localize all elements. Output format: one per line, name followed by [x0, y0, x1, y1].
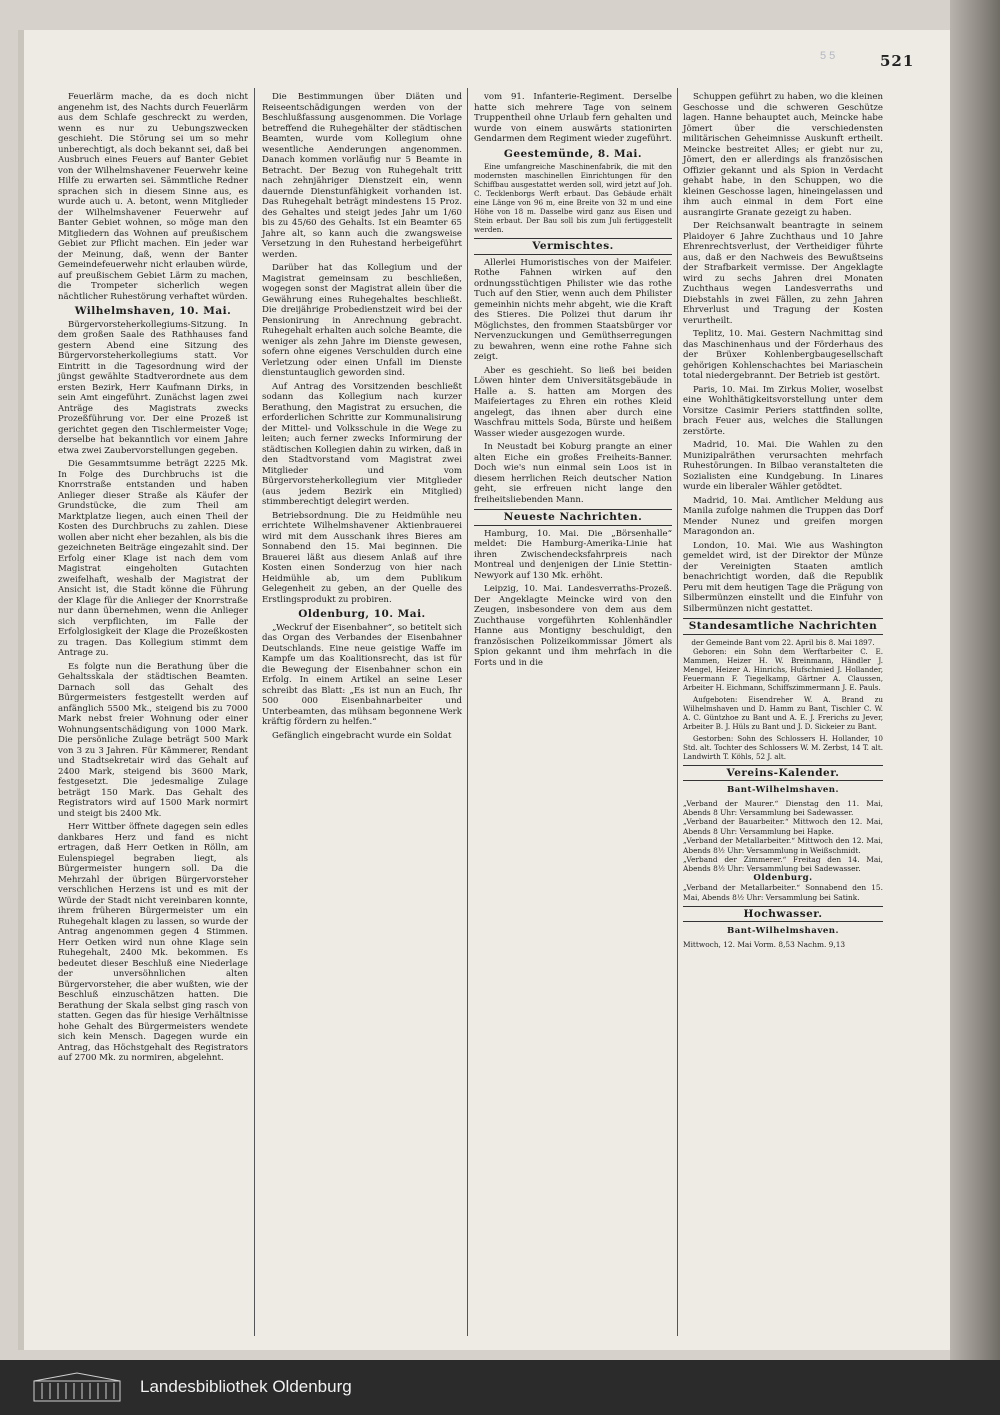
article-paragraph: Bürgervorsteherkollegiums-Sitzung. In dem großen Saale des Rathhauses fand gestern Abend eine Sitzung des Bürgervorsteherkollegiums statt. Vor Eintritt in die Tagesordnung wird der jüngst gewählte Stadtverordnete aus dem ersten Bezirk, Herr Kaufmann Dirks, in sein Amt eingeführt. Zunächst lagen zwei Anträge des Magistrats zwecks Prozeßführung vor. Der eine Prozeß ist gerichtet gegen den Tischlermeister Voge; derselbe hat bekanntlich vor einem Jahre etwa zwei Zaubervorstellungen gegeben. [58, 319, 248, 456]
calendar-location: Oldenburg. [753, 872, 813, 883]
dateline: Oldenburg, 10. Mai. [298, 608, 426, 620]
book-spine [950, 0, 1000, 1360]
article-paragraph: vom 91. Infanterie-Regiment. Derselbe hatte sich mehrere Tage von seinem Truppentheil ohne Urlaub fern gehalten und wurde von einem auswärts stationirten Gendarmen dem Regiment wieder zugeführt. [474, 92, 672, 144]
column-2 [262, 92, 462, 1332]
hochwasser-times: Mittwoch, 12. Mai Vorm. 8,53 Nachm. 9,13 [683, 939, 846, 949]
article-paragraph: Der Reichsanwalt beantragte in seinem Plaidoyer 6 Jahre Zuchthaus und 10 Jahre Ehrenrechtsverlust, der Vertheidiger führte aus, daß er den Nachweis des Bewußtseins der Strafbarkeit vermisse. Der Angeklagte wird zu sechs Jahren drei Monaten Zuchthaus wegen Landesverraths und Diebstahls in zwei Fällen, zu zehn Jahren Ehrverlust und Tragung der Kosten verurtheilt. [683, 221, 883, 326]
section-heading-hochwasser: Hochwasser. [683, 906, 883, 923]
column-rule [677, 88, 678, 1336]
article-paragraph: Die Bestimmungen über Diäten und Reiseentschädigungen werden von der Beschlußfassung ausgenommen. Die Vorlage betreffend die Ruhegehälter der städtischen Beamten, wurde vom Kollegium ohne wesentliche Aenderungen angenommen. Danach kommen vorläufig nur 5 Beamte in Betracht. Der Bezug von Ruhegehalt tritt nach zehnjähriger Dienstzeit ein, wenn dauernde Dienstunfähigkeit vorhanden ist. Das Ruhegehalt beträgt mindestens 15 Proz. des Gehaltes und steigt jedes Jahr um 1/60 bis zu 45/60 des Gehalts. Ist ein Beamter 65 Jahre alt, so kann auch die zwangsweise Versetzung in den Ruhestand herbeigeführt werden. [262, 92, 462, 260]
article-paragraph: Herr Wittber öffnete dagegen sein edles dankbares Herz und fand es nicht ertragen, daß Herr Oetken in Rölln, am Eulenspiegel begraben liegt, als Bürgermeister hungern soll. Da die Mehrzahl der übrigen Bürgervorsteher verschlichen Herzens ist und es mit der Würde der Stadt nicht vereinbaren konnte, ihrem früheren Bürgermeister um ein Ruhegehalt klagen zu lassen, so wurde der Antrag angenommen gegen 4 Stimmen. Herr Oetken wird nun ohne Klage sein Ruhegehalt, 2400 Mk. bekommen. Es bedeutet dieser Beschluß eine Niederlage der unversöhnlichen alten Bürgervorsteher, die aber wußten, wie der Beschluß einzuschätzen hatten. Die Berathung der Skala selbst ging rasch von statten. Gegen das für hiesige Verhältnisse hohe Gehalt des Bürgermeisters wendete sich kein Mensch. Dagegen wurde ein Antrag, das Höchstgehalt des Registrators auf 2700 Mk. zu normiren, abgelehnt. [58, 822, 248, 1063]
calendar-entry: „Verband der Maurer.“ Dienstag den 11. Mai, Abends 8 Uhr: Versammlung bei Sadewasser. [683, 798, 883, 817]
hochwasser-location: Bant-Wilhelmshaven. [726, 926, 840, 937]
standesamt-subtitle: der Gemeinde Bant vom 22. April bis 8. Mai 1897. [691, 637, 875, 647]
column-4 [683, 92, 883, 1332]
column-1 [58, 92, 248, 1332]
calendar-location: Bant-Wilhelmshaven. [726, 785, 840, 795]
calendar-list [683, 799, 883, 902]
calendar-entry: „Verband der Metallarbeiter.“ Sonnabend den 15. Mai, Abends 8½ Uhr: Versammlung bei Satink. [683, 883, 883, 902]
calendar-entry: „Verband der Zimmerer.“ Freitag den 14. Mai, Abends 8½ Uhr: Versammlung bei Sadewasser. [683, 854, 883, 874]
column-rule [254, 88, 255, 1336]
article-paragraph: Teplitz, 10. Mai. Gestern Nachmittag sind das Maschinenhaus und der Förderhaus des der Brüxer Kohlenbergbaugesellschaft gehörigen Kohlenschachtes bei Mariaschein total niedergebrannt. Der Betrieb ist gestört. [683, 329, 883, 381]
section-heading-vermischtes: Vermischtes. [474, 238, 672, 255]
article-paragraph: Madrid, 10. Mai. Die Wahlen zu den Munizipalräthen verursachten mehrfach Ruhestörungen. In Bilbao veranstalteten die Sozialisten eine Kundgebung. In Linares wurde ein liberaler Wähler getödtet. [683, 440, 883, 492]
calendar-entry: „Verband der Bauarbeiter.“ Mittwoch den 12. Mai, Abends 8 Uhr: Versammlung bei Hapke. [683, 817, 883, 836]
registry-entry: Geboren: ein Sohn dem Werftarbeiter C. E. Mammen, Heizer H. W. Breinmann, Händler J. Mengel, Heizer A. Hinrichs, Hufschmied J. Hollander, Feuermann F. Tiegelkamp, Gärtner A. Claussen, Arbeiter H. Eichmann, Schiffszimmermann J. E. Pauls. [683, 646, 883, 692]
article-paragraph: Hamburg, 10. Mai. Die „Börsenhalle“ meldet: Die Hamburg-Amerika-Linie hat ihren Zwischendecksfahrpreis nach Montreal und denjenigen der Linie Stettin-Newyork auf 130 Mk. erhöht. [474, 528, 672, 581]
article-paragraph: Eine umfangreiche Maschinenfabrik, die mit den modernsten maschinellen Einrichtungen für den Schiffbau ausgestattet werden soll, wird jetzt auf Joh. C. Tecklenborgs Werft erbaut. Das Gebäude erhält eine Länge von 96 m, eine Breite von 32 m und eine Höhe von 18 m. Dasselbe wird ganz aus Eisen und Stein erbaut. Der Bau soll bis zum Juli fertiggestellt werden. [474, 162, 672, 234]
article-paragraph: Es folgte nun die Berathung über die Gehaltsskala der städtischen Beamten. Darnach soll das Gehalt des Bürgermeisters festgestellt werden auf anfänglich 5500 Mk., steigend bis zu 7000 Mark nebst freier Wohnung oder einer Wohnungsentschädigung von 1000 Mark. Die persönliche Zulage beträgt 500 Mark von 3 zu 3 Jahren. Für Kämmerer, Rendant und Stadtsekretair wird das Gehalt auf 2400 Mark, steigend bis 3600 Mark, festgesetzt. Die jedesmalige Zulage beträgt 150 Mark. Das Gehalt des Registrators wird auf 1500 Mark normirt und steigt bis 2400 Mk. [58, 661, 248, 819]
registry-entry: Gestorben: Sohn des Schlossers H. Hollander, 10 Std. alt. Tochter des Schlossers W. M. Zerbst, 14 T. alt. Landwirth T. Köhls, 52 J. alt. [683, 733, 883, 761]
article-paragraph: Leipzig, 10. Mai. Landesverraths-Prozeß. Der Angeklagte Meincke wird von den Zeugen, insbesondere von dem aus dem Zuchthause vorgeführten Kohlenhändler Hanne aus Montigny beschuldigt, den französischen Polizeikommissar Jömert als Spion gekannt und ihm mehrfach in die Forts und in die [474, 584, 672, 668]
article-paragraph: Darüber hat das Kollegium und der Magistrat gemeinsam zu beschließen, wogegen sonst der Magistrat allein über die Gewährung eines Ruhegehaltes beschließt. Die dreijährige Probedienstzeit wird bei der Pensionirung in Anrechnung gebracht. Ruhegehalt erhalten auch solche Beamte, die weniger als zehn Jahre im Dienste gewesen, sofern ohne eigenes Verschulden durch eine Verletzung oder einen Unfall im Dienste dienstuntauglich geworden sind. [262, 263, 462, 378]
article-paragraph: Gefänglich eingebracht wurde ein Soldat [272, 730, 452, 741]
article-paragraph: Paris, 10. Mai. Im Zirkus Molier, woselbst eine Wohlthätigkeitsvorstellung unter dem Vorsitze Casimir Periers stattfinden sollte, brach Feuer aus, welches die Stallungen zerstörte. [683, 384, 883, 437]
article-paragraph: London, 10. Mai. Wie aus Washington gemeldet wird, ist der Direktor der Münze der Vereinigten Staaten amtlich benachrichtigt worden, daß die Republik Peru mit dem heutigen Tage die Prägung von Silbermünzen einstellt und die Einfuhr von Silbermünzen nicht gestattet. [683, 540, 883, 614]
article-paragraph: Feuerlärm mache, da es doch nicht angenehm ist, des Nachts durch Feuerlärm aus dem Schlafe geschreckt zu werden, wenn es nur zu Uebungszwecken geschieht. Die Störung sei um so mehr unberechtigt, als doch bekannt sei, daß bei Ausbruch eines Feuers auf Banter Gebiet von der Wilhelmshavener Feuerwehr keine Hilfe zu erwarten sei. Sämmtliche Redner sprachen sich in diesem Sinne aus, es wurde auch u. A. betont, wenn Mitglieder der Wilhelmshavener Feuerwehr auf Banter Gebiet wohnen, so möge man den Mitgliedern das Wohnen auf preußischem Gebiet zur Pflicht machen. Ein jeder war der Meinung, daß, wenn der Banter Gemeindefeuerwehr nicht erlauben würde, auf preußischem Gebiet Lärm zu machen, die Trompeter sicherlich wegen nächtlicher Ruhestörung verhaftet würden. [58, 92, 248, 302]
registry-entry: Aufgeboten: Eisendreher W. A. Brand zu Wilhelmshaven und D. Hamm zu Bant, Tischler C. W. A. C. Güntzhoe zu Bant und A. E. J. Frerichs zu Jever, Arbeiter B. J. Hüls zu Bant und J. D. Sickeier zu Bant. [683, 694, 883, 731]
article-paragraph: „Weckruf der Eisenbahner“, so betitelt sich das Organ des Verbandes der Eisenbahner Deutschlands. Eine neue geistige Waffe im Kampfe um das Koalitionsrecht, das ist für die Bewegung der Eisenbahner schon ein Erfolg. In einem Artikel an seine Leser schreibt das Blatt: „Es ist nun an Euch, Ihr 500 000 Eisenbahnarbeiter und Unterbeamten, das mühsam begonnene Werk kräftig fördern zu helfen.“ [262, 622, 462, 727]
calendar-entry: „Verband der Metallarbeiter.“ Mittwoch den 12. Mai, Abends 8½ Uhr: Versammlung in Weißschmidt. [683, 836, 883, 855]
library-building-icon [32, 1371, 122, 1403]
page-number: 521 [880, 52, 915, 70]
article-paragraph: Betriebsordnung. Die zu Heidmühle neu errichtete Wilhelmshavener Aktienbrauerei wird mit dem Ausschank ihres Bieres am Sonnabend den 15. Mai beginnen. Die Brauerei läßt aus diesem Anlaß auf ihre Kosten einen Sonderzug von hier nach Heidmühle ab, um dem Publikum Gelegenheit zu geben, an der Quelle des Erstlingsprodukt zu probiren. [262, 510, 462, 605]
article-paragraph: Die Gesammtsumme beträgt 2225 Mk. In Folge des Durchbruchs ist die Knorrstraße entstanden und haben Anlieger dieser Straße als Käufer der Grundstücke, die zum Theil am Marktplatze liegen, auch einen Theil der Kosten des Durchbruchs zu zahlen. Diese wollen aber nicht eher bezahlen, als bis die gezeichneten Beiträge eingezahlt sind. Der Erfolg einer Klage ist nach dem vom Magistrat eingeholten Gutachten zweifelhaft, weshalb der Magistrat der Ansicht ist, die Stadt könne die Führung der Klage für die Anlieger der Knorrstraße nur dann übernehmen, wenn die Anlieger sich verpflichten, im Falle der Erfolglosigkeit der Klage die Prozeßkosten zu tragen. Das Kollegium stimmt dem Antrage zu. [58, 459, 248, 658]
footer-bar [0, 1360, 1000, 1415]
section-heading-neueste-nachrichten: Neueste Nachrichten. [474, 509, 672, 526]
library-name[interactable]: Landesbibliothek Oldenburg [140, 1377, 352, 1396]
article-paragraph: Allerlei Humoristisches von der Maifeier. Rothe Fahnen wirken auf den ordnungsstüchtigen Philister wie das rothe Tuch auf den Stier, wenn auch dem Philister gemeinhin nichts mehr abgeht, wie die Kraft des Stieres. Die Polizei thut darum ihr Möglichstes, den frommen Staatsbürger vor Nervenzuckungen und Gemüthserregungen zu bewahren, wenn eine rothe Fahne sich zeigt. [474, 257, 672, 362]
article-paragraph: Madrid, 10. Mai. Amtlicher Meldung aus Manila zufolge nahmen die Truppen das Dorf Mender Nunez und greifen morgen Maragondon an. [683, 495, 883, 537]
column-rule [467, 88, 468, 1336]
article-paragraph: Aber es geschieht. So ließ bei beiden Löwen hinter dem Universitätsgebäude in Halle a. S. hatten am Morgen des Maifeiertages zu Ehren ein rothes Kleid angelegt, das ihnen aber durch eine Waschfrau mittels Soda, Bürste und heißem Wasser wieder ausgezogen wurde. [474, 365, 672, 439]
section-heading-vereins-kalender: Vereins-Kalender. [683, 765, 883, 782]
library-stamp: 5 5 [820, 50, 836, 62]
article-paragraph: Auf Antrag des Vorsitzenden beschließt sodann das Kollegium nach kurzer Berathung, den Magistrat zu ersuchen, die erforderlichen Schritte zur Kommunalisirung der Mittel- und Volksschule in die Wege zu leiten; auch ferner zwecks Informirung der städtischen Kollegien dahin zu wirken, daß in den Stadtvorstand vom Magistrat zwei Mitglieder und vom Bürgervorsteherkollegium vier Mitglieder (aus jedem Bezirk ein Mitglied) stimmberechtigt delegirt werden. [262, 381, 462, 507]
section-heading-standesamt: Standesamtliche Nachrichten [683, 618, 883, 635]
article-paragraph: In Neustadt bei Koburg prangte an einer alten Eiche ein großes Freiheits-Banner. Doch wie's nun einmal sein Loos ist in diesem herrlichen Reich deutscher Nation geht, sie erfreuen nicht lange den freiheitsliebenden Mann. [474, 442, 672, 505]
column-3 [474, 92, 672, 1332]
dateline: Geestemünde, 8. Mai. [503, 147, 643, 160]
dateline: Wilhelmshaven, 10. Mai. [74, 305, 232, 317]
article-paragraph: Schuppen geführt zu haben, wo die kleinen Geschosse und die schweren Geschütze lagen. Hanne behauptet auch, Meincke habe Jömert über die verschiedensten militärischen Geheimnisse Auskunft ertheilt. Meincke bestreitet Alles; er giebt nur zu, Jömert, den er allerdings als französischen Offizier gekannt und als Spion in Verdacht gehabt habe, in den Schuppen, wo die kleinen Geschosse lagen, hineingelassen und ihm auch einmal in dem Fort eine ausrangirte Granate gezeigt zu haben. [683, 92, 883, 218]
